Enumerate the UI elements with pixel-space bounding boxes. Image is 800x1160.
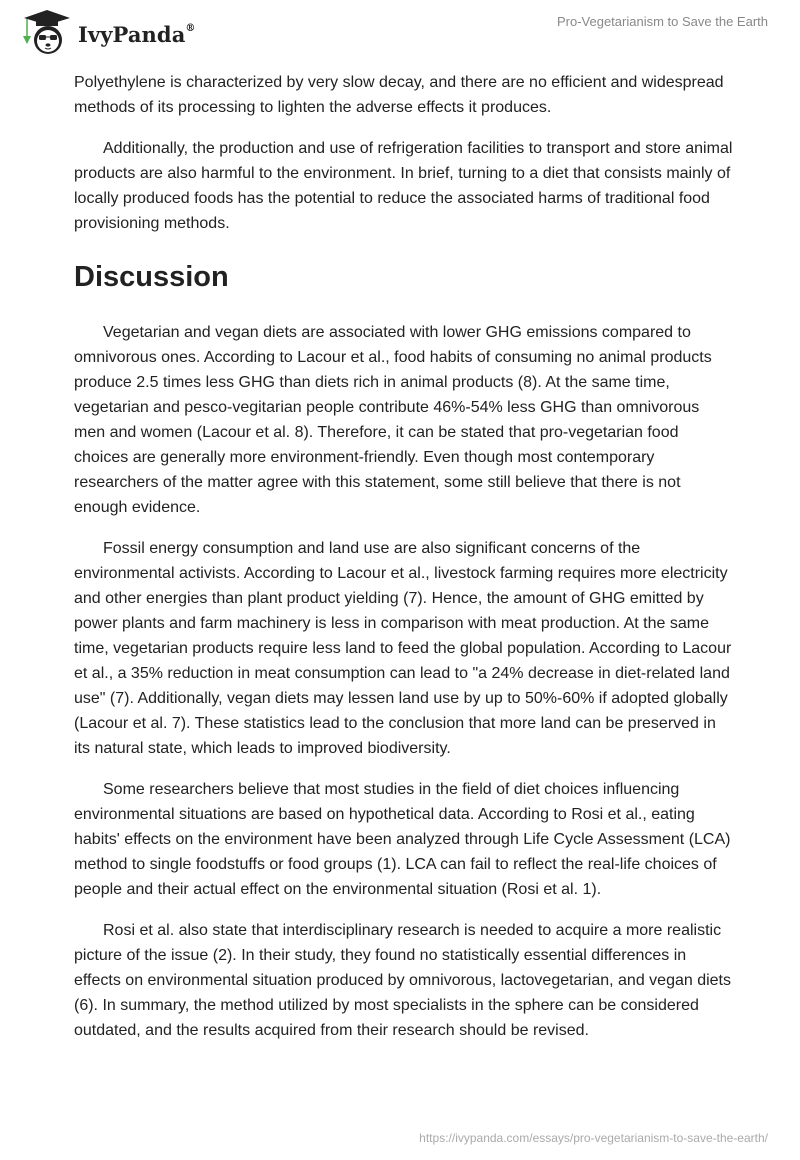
paragraph-rosi-study: Rosi et al. also state that interdisciplinary research is needed to acquire a more realistic picture of the issue (2). In their study, they found no statistically essential differences in effects on environmental situation produced by omnivorous, lactovegetarian, and vegan diets (6). In summary, the method utilized by most specialists in the sphere can be considered outdated, and the results acquired from their research should be revised. bbox=[74, 922, 731, 1039]
paragraph-refrigeration: Additionally, the production and use of refrigeration facilities to transport and store animal products are also harmful to the environment. In brief, turning to a diet that consists mainly of locally produced foods has the potential to reduce the associated harms of traditional food provisioning methods. bbox=[74, 140, 733, 232]
paragraph-hypothetical-data: Some researchers believe that most studies in the field of diet choices influencing environmental situations are based on hypothetical data. According to Rosi et al., eating habits' effects on the environment have been analyzed through Life Cycle Assessment (LCA) method to single foodstuffs or food groups (1). LCA can fail to reflect the real-life choices of people and their actual effect on the environmental situation (Rosi et al. 1). bbox=[74, 781, 731, 898]
brand-name: IvyPanda® bbox=[78, 21, 196, 47]
paragraph-fossil-energy: Fossil energy consumption and land use are also significant concerns of the environmental activists. According to Lacour et al., livestock farming requires more electricity and other energies than plant product yielding (7). Hence, the amount of GHG emitted by power plants and farm machinery is less in comparison with meat production. At the same time, vegetarian products require less land to feed the global population. According to Lacour et al., a 35% reduction in meat consumption can lead to "a 24% decrease in diet-related land use" (7). Additionally, vegan diets may lessen land use by up to 50%-60% if adopted globally (Lacour et al. 7). These statistics lead to the conclusion that more land can be preserved in its natural state, which leads to improved biodiversity. bbox=[74, 540, 732, 757]
page-header bbox=[0, 0, 800, 60]
paragraph-polyethylene: Polyethylene is characterized by very slow decay, and there are no efficient and widespread methods of its processing to lighten the adverse effects it produces. bbox=[74, 74, 724, 116]
section-heading-discussion: Discussion bbox=[74, 261, 229, 293]
brand-logo[interactable] bbox=[18, 8, 196, 56]
paragraph-ghg-emissions: Vegetarian and vegan diets are associated with lower GHG emissions compared to omnivorous ones. According to Lacour et al., food habits of consuming no animal products produce 2.5 times less GHG than diets rich in animal products (8). At the same time, vegetarian and pesco-vegitarian people contribute 46%-54% less GHG than omnivorous men and women (Lacour et al. 8). Therefore, it can be stated that pro-vegetarian food choices are generally more environment-friendly. Even though most contemporary researchers of the matter agree with this statement, some still believe that there is not enough evidence. bbox=[74, 324, 712, 516]
source-url[interactable]: https://ivypanda.com/essays/pro-vegetarianism-to-save-the-earth/ bbox=[419, 1131, 768, 1145]
document-title: Pro-Vegetarianism to Save the Earth bbox=[556, 14, 768, 29]
essay-body bbox=[74, 70, 734, 1059]
panda-graduate-icon bbox=[18, 8, 76, 56]
